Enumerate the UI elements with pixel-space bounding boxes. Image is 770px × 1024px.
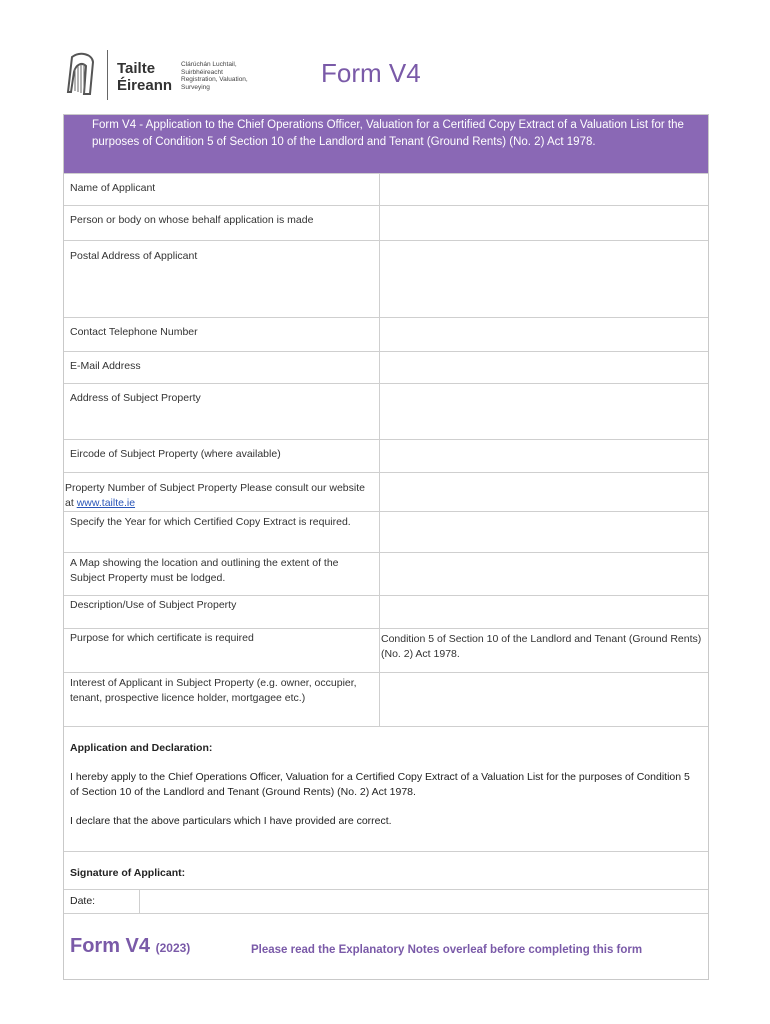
- label-year: Specify the Year for which Certified Copy Extract is required.: [70, 516, 351, 528]
- row-postal-address: [64, 240, 708, 318]
- label-behalf: Person or body on whose behalf application is made: [70, 214, 314, 226]
- label-postal-address: Postal Address of Applicant: [70, 250, 198, 262]
- label-description: Description/Use of Subject Property: [70, 599, 237, 611]
- label-name-of-applicant: Name of Applicant: [70, 182, 156, 194]
- row-telephone: [64, 317, 708, 352]
- row-behalf: [64, 205, 708, 241]
- row-interest: [64, 672, 708, 727]
- input-eircode[interactable]: [379, 440, 380, 473]
- agency-line: Suirbhéireacht: [181, 68, 223, 76]
- header: [66, 52, 716, 104]
- footer-title: [70, 935, 190, 958]
- label-property-number: [65, 481, 375, 511]
- row-purpose: [64, 628, 708, 673]
- brand-line2: Éireann: [117, 77, 173, 94]
- row-map: [64, 552, 708, 596]
- label-subject-address: Address of Subject Property: [70, 392, 201, 404]
- agency-line: Clárúchán Luchtail,: [181, 61, 237, 68]
- purpose-value: Condition 5 of Section 10 of the Landlord and Tenant (Ground Rents) (No. 2) Act 1978.: [381, 633, 702, 660]
- tailte-website-link[interactable]: www.tailte.ie: [76, 497, 136, 509]
- property-number-text: Property Number of Subject Property Please consult our website at: [65, 482, 365, 509]
- input-postal-address[interactable]: [379, 241, 380, 318]
- brand-line1: Tailte: [117, 60, 156, 77]
- input-property-number[interactable]: [379, 473, 380, 512]
- input-subject-address[interactable]: [379, 384, 380, 440]
- agency-line: Registration, Valuation,: [181, 76, 248, 83]
- application-form: [63, 114, 709, 980]
- row-email: [64, 351, 708, 384]
- input-map[interactable]: [379, 553, 380, 596]
- label-eircode: Eircode of Subject Property (where available): [70, 448, 281, 460]
- footer-note: Please read the Explanatory Notes overleaf before completing this form: [251, 944, 643, 956]
- declaration-title: Application and Declaration:: [70, 742, 213, 754]
- row-eircode: [64, 439, 708, 473]
- declaration-text: I hereby apply to the Chief Operations Officer, Valuation for a Certified Copy Extract of a Valuation List for the purposes of Condition 5 of Section 10 of the Landlord and Tenant (Ground Rents) (No. 2) Act 1978.: [70, 771, 690, 798]
- input-telephone[interactable]: [379, 318, 380, 352]
- row-subject-address: [64, 383, 708, 440]
- signature-label: Signature of Applicant:: [70, 867, 186, 879]
- brand-name: [117, 60, 172, 94]
- purpose-cell: [379, 629, 380, 673]
- row-property-number: [64, 472, 708, 512]
- date-input-divider: [139, 890, 140, 914]
- row-date: [64, 889, 708, 914]
- label-telephone: Contact Telephone Number: [70, 326, 198, 338]
- logo-divider: [107, 50, 108, 100]
- input-name-of-applicant[interactable]: [379, 174, 380, 206]
- harp-logo-icon: [66, 52, 96, 98]
- label-email: E-Mail Address: [70, 360, 141, 372]
- footer-year: (2023): [155, 941, 191, 955]
- input-interest[interactable]: [379, 673, 380, 727]
- declaration-confirmation: I declare that the above particulars which I have provided are correct.: [70, 815, 392, 827]
- agency-text: [181, 61, 248, 91]
- agency-line: Surveying: [181, 83, 210, 91]
- row-year: [64, 511, 708, 553]
- input-behalf[interactable]: [379, 206, 380, 241]
- label-purpose: Purpose for which certificate is required: [70, 632, 254, 644]
- row-name-of-applicant: [64, 173, 708, 206]
- input-year[interactable]: [379, 512, 380, 553]
- label-interest: Interest of Applicant in Subject Property (e.g. owner, occupier, tenant, prospective licence holder, mortgagee etc.): [70, 677, 357, 704]
- footer-form-name: Form V4: [70, 935, 151, 957]
- input-email[interactable]: [379, 352, 380, 384]
- date-label: Date:: [70, 895, 96, 907]
- label-map: A Map showing the location and outlining the extent of the Subject Property must be lodged.: [70, 557, 339, 584]
- intro-banner: Form V4 - Application to the Chief Operations Officer, Valuation for a Certified Copy Extract of a Valuation List for the purposes of Condition 5 of Section 10 of the Landlord and Tenant (Ground Rents) (No. 2) Act 1978.: [64, 115, 708, 173]
- row-description: [64, 595, 708, 629]
- form-title: Form V4: [321, 58, 421, 88]
- input-description[interactable]: [379, 596, 380, 629]
